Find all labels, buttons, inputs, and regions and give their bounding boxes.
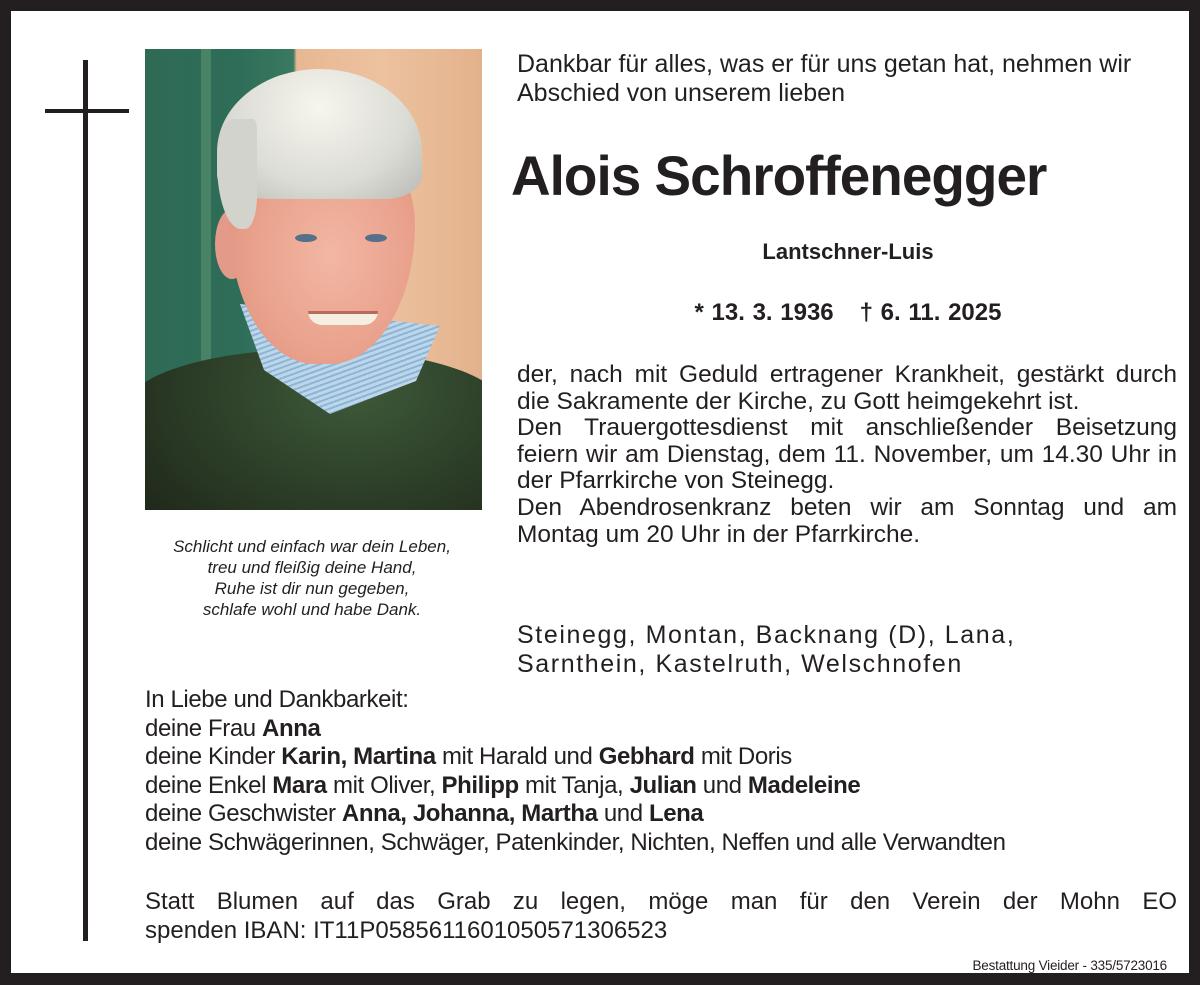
cross-icon	[83, 60, 88, 941]
life-dates	[517, 297, 1179, 329]
family-row: deine Kinder Karin, Martina mit Harald und Gebhard mit Doris	[145, 743, 792, 770]
family-row: deine Geschwister Anna, Johanna, Martha und Lena	[145, 800, 704, 827]
places-line: Steinegg, Montan, Backnang (D), Lana,	[517, 621, 1016, 649]
body-paragraph: Den Abendrosenkranz beten wir am Sonntag und am Montag um 20 Uhr in der Pfarrkirche.	[517, 493, 1177, 548]
family-name: Anna	[262, 714, 321, 742]
family-name: Mara	[272, 771, 327, 799]
family-name: Lena	[648, 800, 704, 827]
body-paragraph: Den Trauergottesdienst mit anschließender Beisetzung feiern wir am Dienstag, dem 11. November, um 14.30 Uhr in der Pfarrkirche von Steinegg.	[517, 414, 1177, 495]
poem-line: Ruhe ist dir nun gegeben,	[214, 579, 410, 598]
obituary-notice	[11, 11, 1189, 973]
places-list	[517, 621, 1179, 679]
family-row: deine Schwägerinnen, Schwäger, Patenkinder, Nichten, Neffen und alle Verwandten	[145, 828, 1006, 856]
donation-line: Statt Blumen auf das Grab zu legen, möge man für den Verein der Mohn EO	[145, 888, 1177, 915]
birth-date: * 13. 3. 1936	[694, 299, 834, 326]
places-line: Sarnthein, Kastelruth, Welschnofen	[517, 650, 963, 678]
death-date: † 6. 11. 2025	[859, 299, 1002, 326]
donation-iban: spenden IBAN: IT11P0585611601050571306523	[145, 917, 668, 944]
donation-note	[145, 887, 1177, 945]
intro-text: Dankbar für alles, was er für uns getan hat, nehmen wir Abschied von unserem lieben	[517, 50, 1132, 107]
deceased-nickname: Lantschner-Luis	[762, 239, 934, 264]
portrait-photo	[145, 49, 482, 510]
family-name: Philipp	[441, 771, 519, 799]
family-heading: In Liebe und Dankbarkeit:	[145, 686, 409, 713]
poem-line: schlafe wohl und habe Dank.	[202, 600, 422, 619]
memorial-poem	[131, 536, 493, 620]
body-paragraph: der, nach mit Geduld ertragener Krankheit, gestärkt durch die Sakramente der Kirche, zu Gott heimgekehrt ist.	[517, 361, 1177, 415]
family-row: deine Frau Anna	[145, 714, 321, 742]
deceased-name: Alois Schroffenegger	[511, 144, 1047, 207]
family-name: Anna, Johanna, Martha	[341, 800, 598, 827]
family-name: Gebhard	[598, 743, 695, 770]
family-row: deine Enkel Mara mit Oliver, Philipp mit Tanja, Julian und Madeleine	[145, 771, 861, 799]
family-name: Karin, Martina	[281, 743, 436, 770]
family-name: Madeleine	[747, 771, 861, 799]
family-list	[145, 686, 1185, 857]
funeral-home-credit: Bestattung Vieider - 335/5723016	[972, 958, 1167, 973]
poem-line: treu und fleißig deine Hand,	[207, 558, 417, 577]
announcement-body	[517, 362, 1177, 548]
cross-icon-bar	[45, 109, 129, 113]
family-name: Julian	[629, 771, 697, 799]
poem-line: Schlicht und einfach war dein Leben,	[173, 537, 451, 556]
